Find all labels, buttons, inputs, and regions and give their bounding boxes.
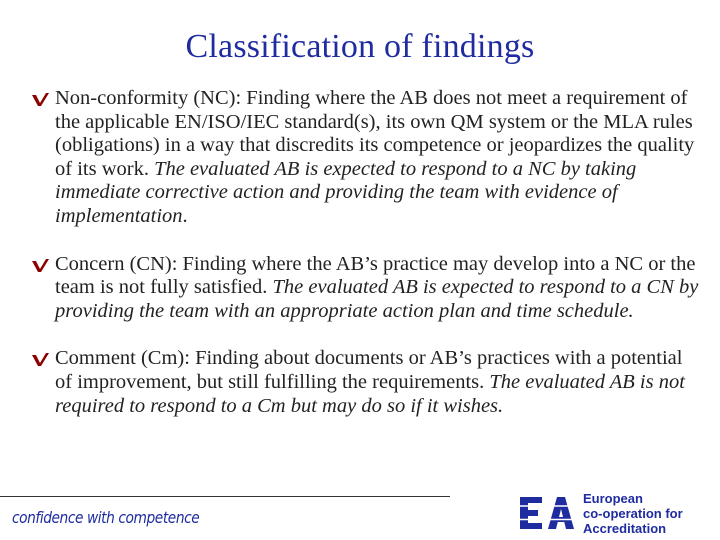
finding-definition: Finding where the AB’s practice may develop into a NC or the team is not fully satisfied.: [55, 252, 696, 299]
finding-non-conformity: [30, 87, 700, 229]
finding-definition: Finding about documents or AB’s practices with a potential of improvement, but still fulfilling the requirements.: [55, 347, 683, 393]
footer-tagline: confidence with competence: [12, 508, 200, 527]
ea-logo-icon: [518, 493, 576, 533]
org-name-line: European: [583, 491, 643, 506]
checkmark-v-icon: [30, 258, 50, 273]
finding-term: Concern (CN):: [55, 252, 178, 275]
org-name-line: Accreditation: [583, 521, 667, 536]
checkmark-v-icon: [30, 92, 50, 107]
org-name: [583, 491, 683, 536]
findings-list: [30, 87, 700, 442]
finding-trailer: .: [182, 204, 188, 227]
finding-expectation: The evaluated AB is expected to respond to a NC by taking immediate corrective action and providing the team with evidence of implementation: [55, 157, 637, 227]
finding-term: Non-conformity (NC):: [55, 87, 242, 109]
checkmark-v-icon: [30, 352, 50, 367]
page-title: Classification of findings: [185, 28, 535, 65]
finding-definition: Finding where the AB does not meet a requirement of the applicable EN/ISO/IEC standard(s), its own QM system or the MLA rules (obligations) in a way that discredits its competence or jeopardizes the quality of its work.: [55, 87, 695, 180]
finding-term: Comment (Cm):: [55, 347, 190, 370]
finding-expectation: The evaluated AB is expected to respond to a CN by providing the team with an appropriate action plan and time schedule.: [55, 276, 699, 322]
footer-divider: [0, 496, 450, 497]
finding-expectation: The evaluated AB is not required to respond to a Cm but may do so if it wishes.: [55, 370, 685, 417]
org-name-line: co-operation for: [583, 506, 683, 521]
finding-concern: [30, 253, 700, 324]
finding-comment: [30, 347, 700, 418]
